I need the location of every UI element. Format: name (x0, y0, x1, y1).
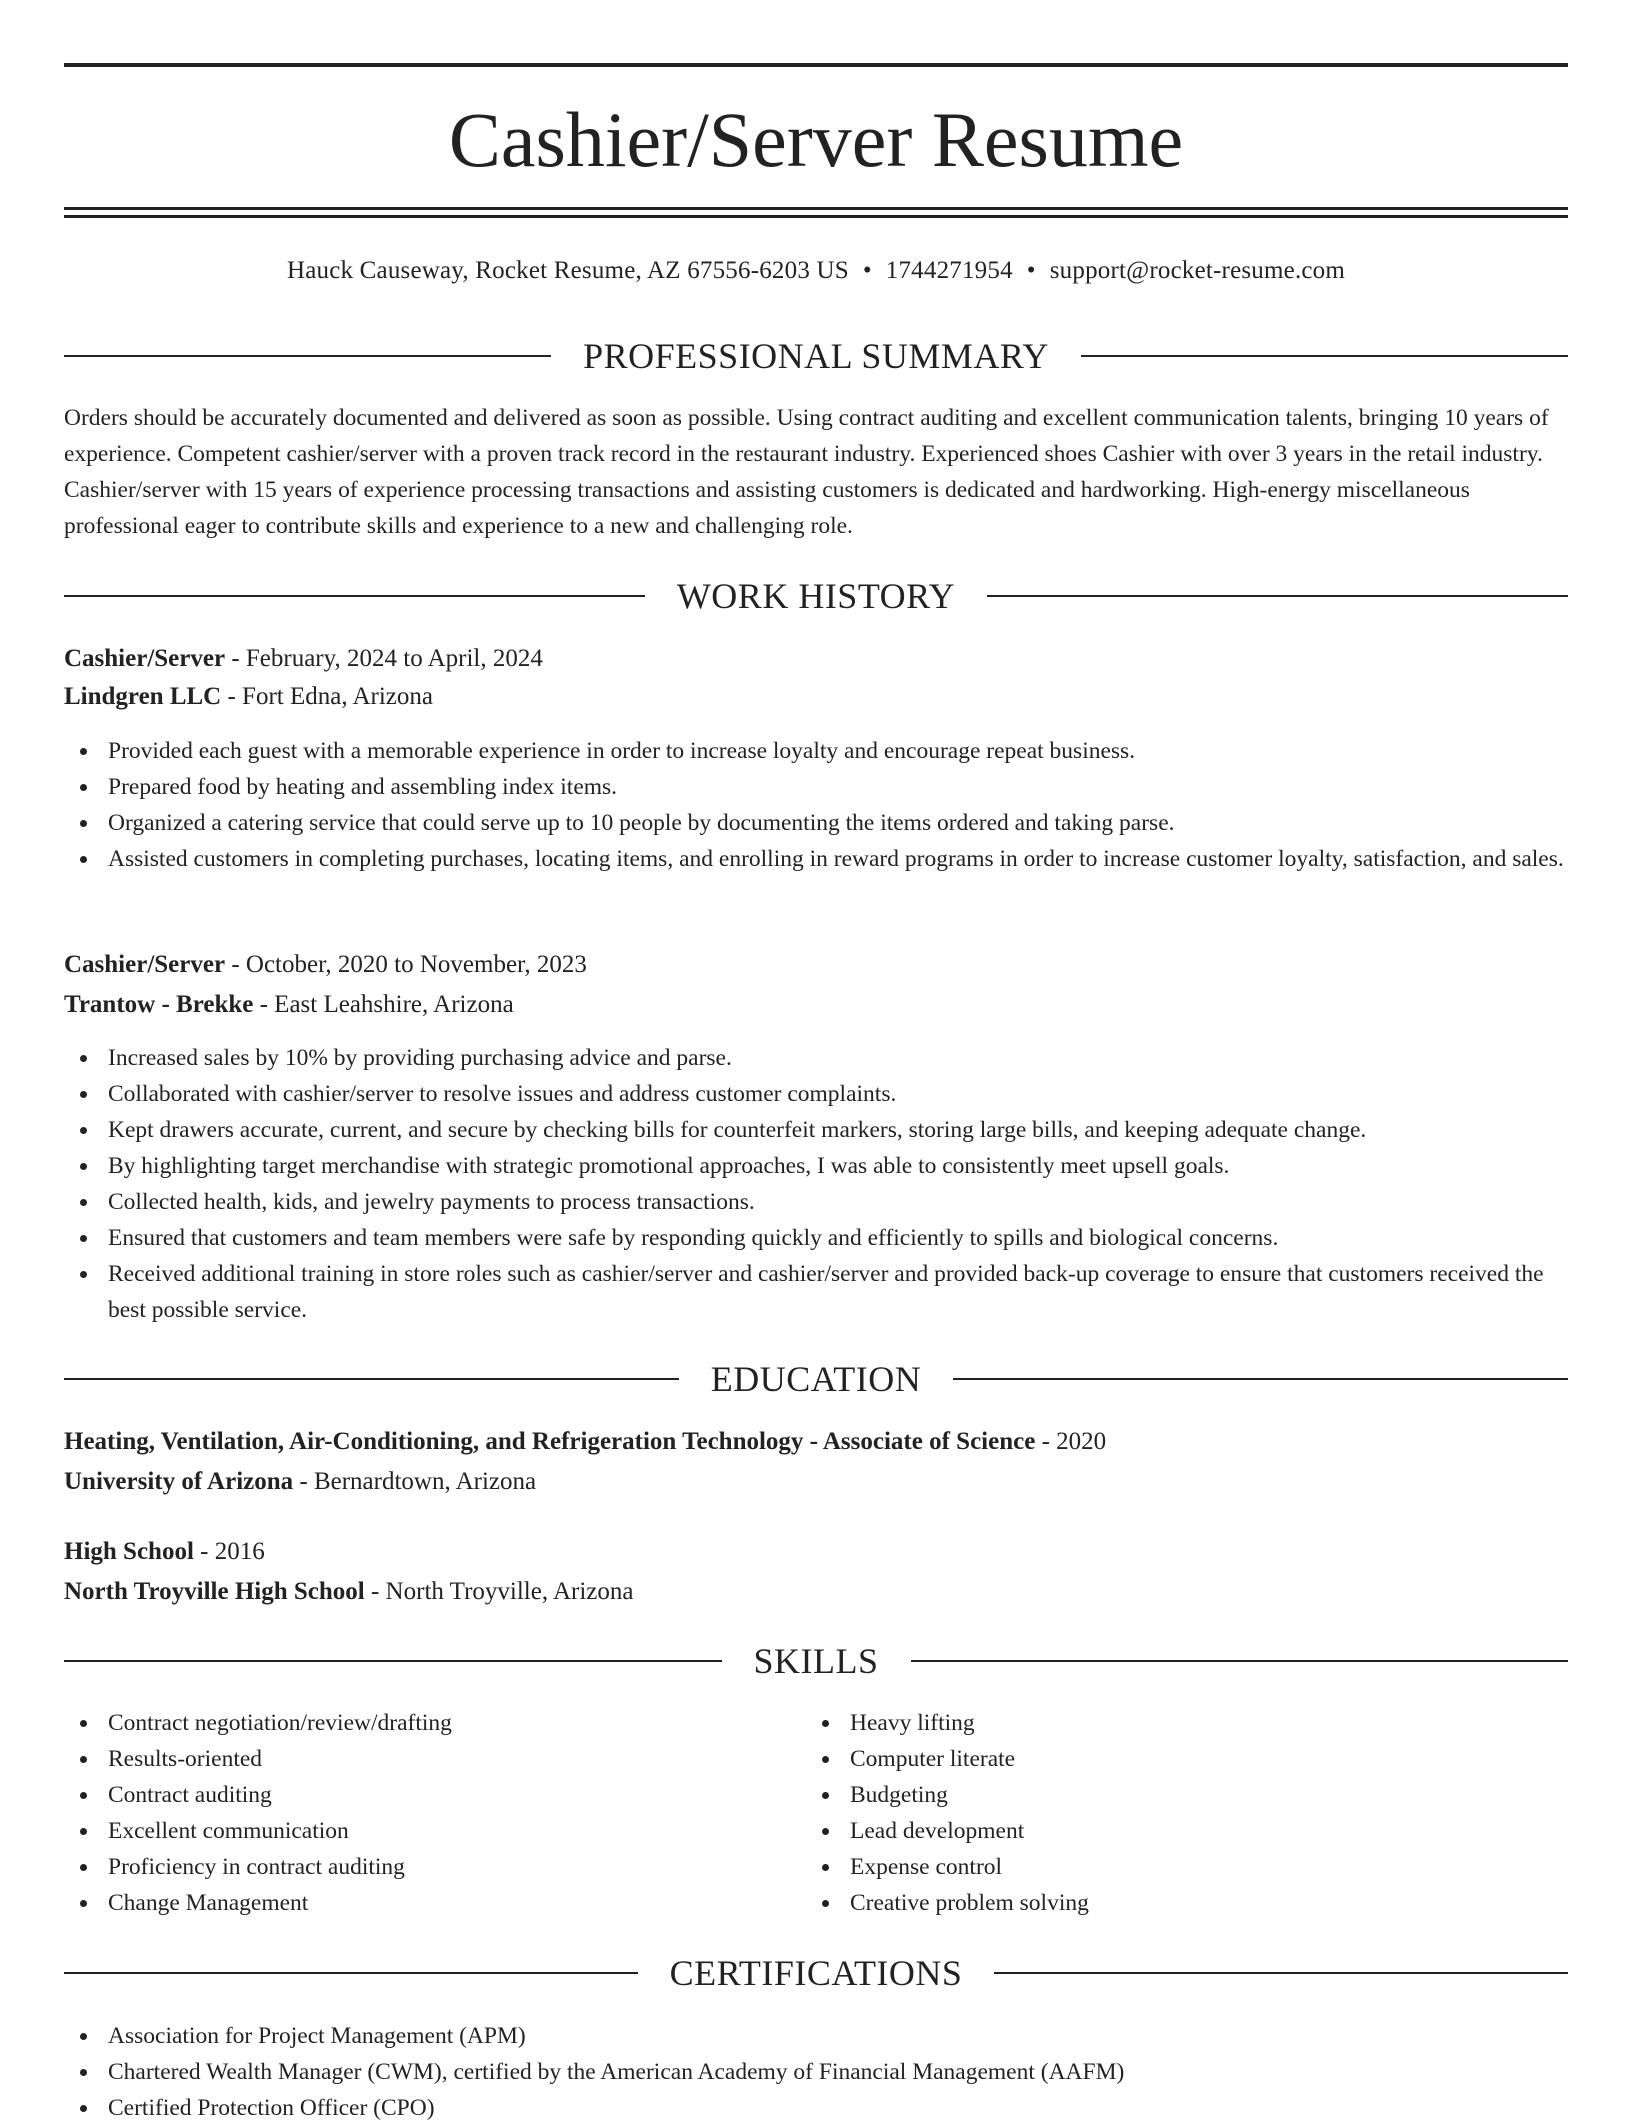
resume-title: Cashier/Server Resume (448, 96, 1184, 183)
section-rule (64, 1660, 722, 1662)
job-dates: - February, 2024 to April, 2024 (225, 645, 543, 672)
section-title: SKILLS (753, 1641, 879, 1681)
contact-separator: • (1026, 257, 1036, 284)
job-bullet-list (64, 733, 1568, 877)
job-bullet-list (64, 1040, 1568, 1328)
list-item: Excellent communication (64, 1813, 764, 1849)
section-rule (64, 355, 551, 357)
list-item: Collected health, kids, and jewelry payments to process transactions. (64, 1184, 1568, 1220)
skills-list-right (806, 1705, 1506, 1921)
job-company: Lindgren LLC (64, 683, 222, 710)
job-location: - Fort Edna, Arizona (221, 683, 433, 710)
job-company-line (64, 679, 1568, 715)
education-location: - North Troyville, Arizona (364, 1578, 634, 1605)
summary-text: Orders should be accurately documented and delivered as soon as possible. Using contract auditing and excellent communication talents, bringing 10 years of experience. Competent cashier/server with a proven track record in the restaurant industry. Experienced shoes Cashier with over 3 years in the retail industry. Cashier/server with 15 years of experience processing transactions and assisting customers is dedicated and hardworking. High-energy miscellaneous professional eager to contribute skills and experience to a new and challenging role. (64, 405, 1549, 539)
section-header-certifications (64, 1951, 1568, 1995)
section-header-work-history (64, 574, 1568, 618)
education-school: North Troyville High School (64, 1578, 365, 1605)
section-header-summary (64, 334, 1568, 378)
education-degree: High School (64, 1538, 194, 1565)
job-title-line (64, 641, 1568, 677)
job-company: Trantow - Brekke (64, 991, 254, 1018)
list-item: Chartered Wealth Manager (CWM), certified by the American Academy of Financial Management (AAFM) (64, 2054, 1568, 2090)
section-rule (994, 1972, 1568, 1974)
list-item: Ensured that customers and team members were safe by responding quickly and efficiently to spills and biological concerns. (64, 1220, 1568, 1256)
education-location: - Bernardtown, Arizona (293, 1468, 537, 1495)
education-degree: Heating, Ventilation, Air-Conditioning, and Refrigeration Technology - Associate of Science (64, 1428, 1036, 1455)
section-rule (64, 1378, 679, 1380)
top-rule (64, 63, 1568, 67)
contact-address: Hauck Causeway, Rocket Resume, AZ 67556-6203 US (286, 257, 849, 284)
education-school: University of Arizona (64, 1468, 294, 1495)
section-rule (1081, 355, 1568, 357)
education-year: - 2016 (193, 1538, 265, 1565)
job-location: - East Leahshire, Arizona (253, 991, 514, 1018)
list-item: Provided each guest with a memorable experience in order to increase loyalty and encourage repeat business. (64, 733, 1568, 769)
contact-email[interactable]: support@rocket-resume.com (1049, 257, 1346, 284)
job-title: Cashier/Server (64, 645, 226, 672)
section-rule (64, 595, 645, 597)
section-title: CERTIFICATIONS (669, 1953, 963, 1993)
list-item: Change Management (64, 1885, 764, 1921)
job-dates: - October, 2020 to November, 2023 (225, 951, 587, 978)
section-rule (987, 595, 1568, 597)
education-school-line (64, 1574, 1568, 1610)
list-item: Kept drawers accurate, current, and secure by checking bills for counterfeit markers, storing large bills, and keeping adequate change. (64, 1112, 1568, 1148)
list-item: Certified Protection Officer (CPO) (64, 2090, 1568, 2126)
list-item: Association for Project Management (APM) (64, 2018, 1568, 2054)
list-item: Results-oriented (64, 1741, 764, 1777)
education-year: - 2020 (1035, 1428, 1107, 1455)
education-degree-line (64, 1424, 1568, 1460)
education-degree-line (64, 1534, 1568, 1570)
list-item: Collaborated with cashier/server to resolve issues and address customer complaints. (64, 1076, 1568, 1112)
list-item: Contract negotiation/review/drafting (64, 1705, 764, 1741)
section-title: EDUCATION (710, 1359, 922, 1399)
skills-list-left (64, 1705, 764, 1921)
list-item: Proficiency in contract auditing (64, 1849, 764, 1885)
education-school-line (64, 1464, 1568, 1500)
list-item: Contract auditing (64, 1777, 764, 1813)
contact-phone[interactable]: 1744271954 (885, 257, 1013, 284)
list-item: Budgeting (806, 1777, 1506, 1813)
job-title: Cashier/Server (64, 951, 226, 978)
job-title-line (64, 947, 1568, 983)
certifications-list (64, 2018, 1568, 2126)
section-rule (911, 1660, 1569, 1662)
contact-separator: • (862, 257, 872, 284)
list-item: Organized a catering service that could serve up to 10 people by documenting the items ordered and taking parse. (64, 805, 1568, 841)
section-header-skills (64, 1639, 1568, 1683)
job-company-line (64, 987, 1568, 1023)
list-item: Increased sales by 10% by providing purchasing advice and parse. (64, 1040, 1568, 1076)
section-header-education (64, 1357, 1568, 1401)
list-item: Expense control (806, 1849, 1506, 1885)
section-title: WORK HISTORY (676, 576, 956, 616)
list-item: Prepared food by heating and assembling index items. (64, 769, 1568, 805)
title-double-rule (64, 207, 1568, 218)
list-item: Lead development (806, 1813, 1506, 1849)
list-item: Creative problem solving (806, 1885, 1506, 1921)
section-title: PROFESSIONAL SUMMARY (583, 336, 1049, 376)
list-item: Computer literate (806, 1741, 1506, 1777)
section-rule (953, 1378, 1568, 1380)
list-item: By highlighting target merchandise with strategic promotional approaches, I was able to consistently meet upsell goals. (64, 1148, 1568, 1184)
list-item: Received additional training in store roles such as cashier/server and cashier/server and provided back-up coverage to ensure that customers received the best possible service. (64, 1256, 1568, 1328)
list-item: Heavy lifting (806, 1705, 1506, 1741)
list-item: Assisted customers in completing purchases, locating items, and enrolling in reward programs in order to increase customer loyalty, satisfaction, and sales. (64, 841, 1568, 877)
section-rule (64, 1972, 638, 1974)
contact-line (64, 254, 1568, 288)
